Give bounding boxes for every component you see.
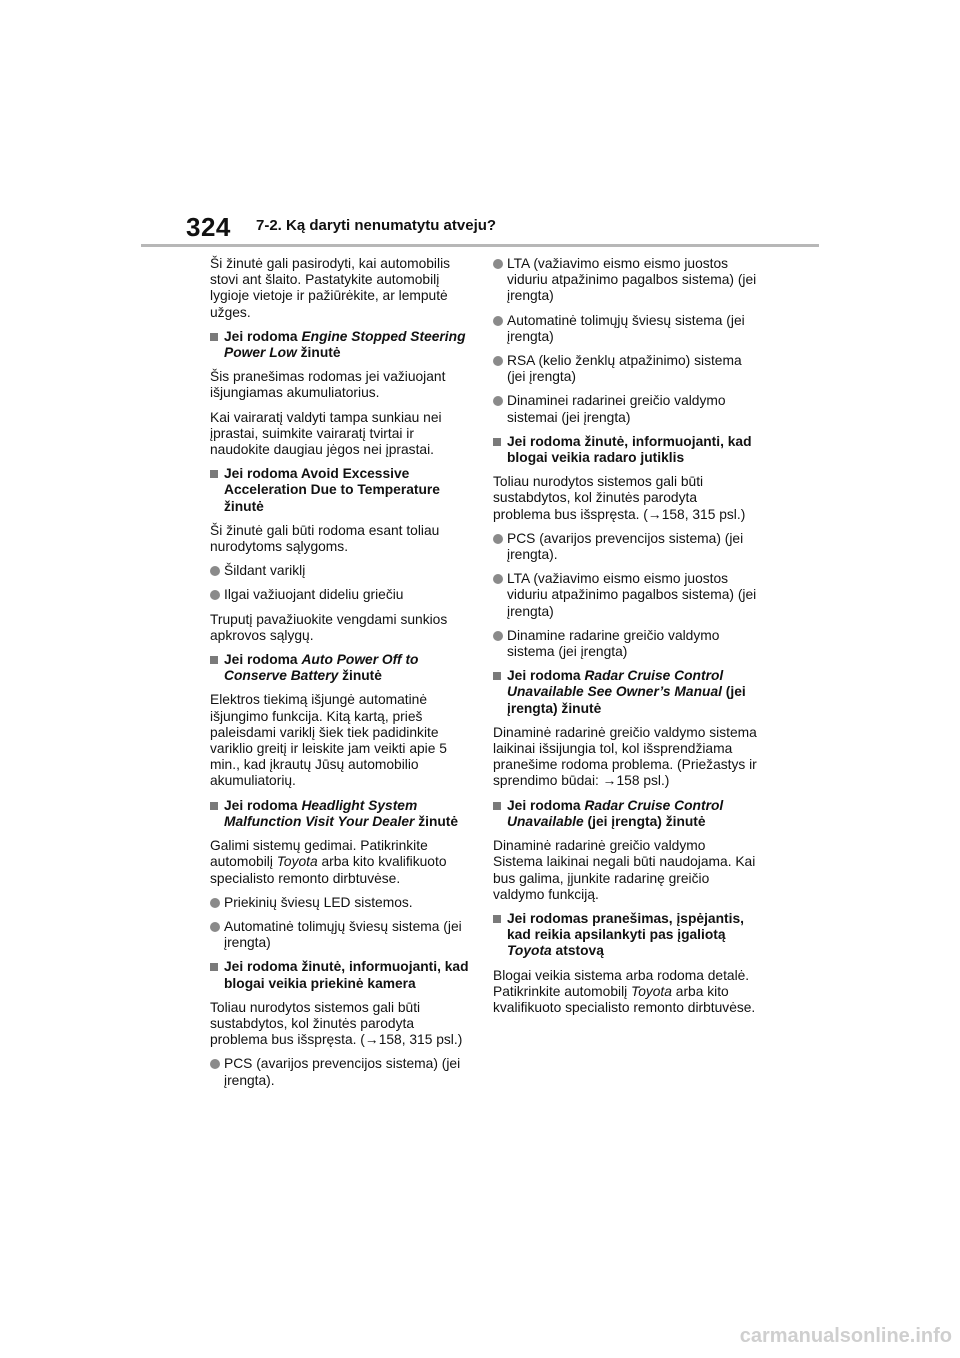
list-item: Automatinė tolimųjų šviesų sistema (jei įrengta)	[210, 919, 475, 951]
paragraph: Šis pranešimas rodomas jei važiuojant išjungiamas akumuliatorius.	[210, 369, 446, 401]
section-title: 7-2. Ką daryti nenumatytu atveju?	[256, 217, 497, 234]
square-bullet-icon	[210, 333, 218, 341]
list-item: RSA (kelio ženklų atpažinimo) sistema (jei įrengta)	[493, 353, 758, 385]
list-item: Dinamine radarine greičio valdymo sistema (jei įrengta)	[493, 628, 758, 660]
round-bullet-icon	[493, 631, 503, 641]
list-item: Automatinė tolimųjų šviesų sistema (jei įrengta)	[493, 313, 758, 345]
list-item: PCS (avarijos prevencijos sistema) (jei įrengta).	[493, 531, 758, 563]
round-bullet-icon	[493, 534, 503, 544]
round-bullet-icon	[210, 1059, 220, 1069]
round-bullet-icon	[210, 922, 220, 932]
round-bullet-icon	[493, 316, 503, 326]
square-bullet-icon	[210, 656, 218, 664]
header-rule	[141, 244, 819, 247]
square-bullet-icon	[493, 672, 501, 680]
round-bullet-icon	[493, 396, 503, 406]
page-number: 324	[186, 212, 231, 242]
round-bullet-icon	[210, 566, 220, 576]
heading: Jei rodoma Auto Power Off to Conserve Battery žinutė	[210, 652, 475, 684]
paragraph: Truputį pavažiuokite vengdami sunkios apkrovos sąlygų.	[210, 611, 448, 643]
heading: Jei rodoma žinutė, informuojanti, kad blogai veikia priekinė kamera	[210, 959, 475, 991]
paragraph: Dinaminė radarinė greičio valdymo Sistema laikinai negali būti naudojama. Kai bus galima, įjunkite radarinę greičio valdymo funkciją.	[493, 838, 756, 902]
round-bullet-icon	[210, 590, 220, 600]
paragraph: Toliau nurodytos sistemos gali būti sustabdytos, kol žinutės parodyta problema bus išspręsta. (→158, 315 psl.)	[210, 999, 463, 1048]
square-bullet-icon	[210, 802, 218, 810]
square-bullet-icon	[493, 438, 501, 446]
heading: Jei rodoma Engine Stopped Steering Power Low žinutė	[210, 329, 475, 361]
left-column	[210, 256, 475, 1097]
heading: Jei rodoma Avoid Excessive Acceleration Due to Temperature žinutė	[210, 466, 475, 515]
heading: Jei rodoma žinutė, informuojanti, kad blogai veikia radaro jutiklis	[493, 434, 758, 466]
round-bullet-icon	[493, 259, 503, 269]
square-bullet-icon	[493, 915, 501, 923]
square-bullet-icon	[210, 470, 218, 478]
list-item: LTA (važiavimo eismo eismo juostos viduriu atpažinimo pagalbos sistema) (jei įrengta)	[493, 256, 758, 305]
list-item: LTA (važiavimo eismo eismo juostos viduriu atpažinimo pagalbos sistema) (jei įrengta)	[493, 571, 758, 620]
paragraph: Blogai veikia sistema arba rodoma detalė. Patikrinkite automobilį Toyota arba kito kvalifikuoto specialisto remonto dirbtuvėse.	[493, 967, 756, 1015]
paragraph: Ši žinutė gali pasirodyti, kai automobilis stovi ant šlaito. Pastatykite automobilį lygioje vietoje ir pažiūrėkite, ar lemputė užges.	[210, 256, 451, 320]
paragraph: Toliau nurodytos sistemos gali būti sustabdytos, kol žinutės parodyta problema bus išspręsta. (→158, 315 psl.)	[493, 474, 746, 522]
heading: Jei rodoma Radar Cruise Control Unavailable See Owner’s Manual (jei įrengta) žinutė	[493, 668, 758, 717]
round-bullet-icon	[493, 356, 503, 366]
paragraph: Elektros tiekimą išjungė automatinė išjungimo funkcija. Kitą kartą, prieš paleisdami variklį šiek tiek padidinkite variklio greitį ir leiskite jam veikti apie 5 min., kad įkrautų Jūsų automobilio akumuliatorių.	[210, 692, 447, 789]
round-bullet-icon	[210, 898, 220, 908]
list-item: Priekinių šviesų LED sistemos.	[210, 895, 475, 911]
paragraph: Galimi sistemų gedimai. Patikrinkite automobilį Toyota arba kito kvalifikuoto specialisto remonto dirbtuvėse.	[210, 838, 447, 886]
square-bullet-icon	[493, 802, 501, 810]
paragraph: Kai vairaratį valdyti tampa sunkiau nei įprastai, suimkite vairaratį tvirtai ir naudokite daugiau jėgos nei įprastai.	[210, 409, 442, 458]
round-bullet-icon	[493, 574, 503, 584]
list-item: Šildant variklį	[210, 563, 475, 579]
list-item: PCS (avarijos prevencijos sistema) (jei įrengta).	[210, 1056, 475, 1088]
list-item: Dinaminei radarinei greičio valdymo sistemai (jei įrengta)	[493, 393, 758, 425]
paragraph: Dinaminė radarinė greičio valdymo sistema laikinai išsijungia tol, kol išsprendžiama pranešime rodoma problema. (Priežastys ir sprendimo būdai: →158 psl.)	[493, 724, 757, 789]
heading: Jei rodoma Radar Cruise Control Unavailable (jei įrengta) žinutė	[493, 798, 758, 830]
heading: Jei rodoma Headlight System Malfunction Visit Your Dealer žinutė	[210, 798, 475, 830]
watermark: carmanualsonline.info	[739, 1325, 952, 1347]
heading: Jei rodomas pranešimas, įspėjantis, kad reikia apsilankyti pas įgaliotą Toyota atstovą	[493, 911, 758, 960]
square-bullet-icon	[210, 963, 218, 971]
paragraph: Ši žinutė gali būti rodoma esant toliau nurodytoms sąlygoms.	[210, 522, 440, 555]
right-column	[493, 256, 758, 1024]
list-item: Ilgai važiuojant dideliu griečiu	[210, 587, 475, 603]
page-header	[0, 0, 960, 250]
